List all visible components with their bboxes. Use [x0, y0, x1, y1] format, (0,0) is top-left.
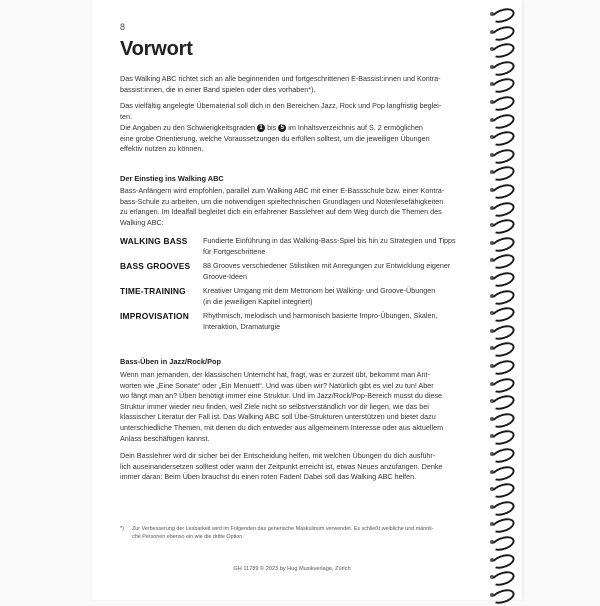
binding-coil [488, 290, 514, 302]
topic-label-bass-grooves: BASS GROOVES [120, 261, 191, 271]
copyright-text: GH 11789 © 2023 by Hug Musikverlage, Zürich [233, 566, 351, 572]
text-line: Das vielfältig angelegte Übematerial soll dich in den Bereichen Jazz, Rock und Pop langfristig beglei- [120, 101, 442, 110]
binding-coil [488, 219, 514, 231]
text-line: Interaktion, Dramaturgie [203, 321, 281, 331]
coil-wire [490, 516, 517, 536]
topic-label-time-training: TIME-TRAINING [120, 286, 186, 296]
coil-wire [490, 23, 517, 43]
binding-coil [488, 466, 514, 478]
coil-wire [490, 463, 517, 483]
text-line: klassischer Literatur der Fall ist. Das Walking ABC soll Übe-Strukturen unterstützen und bietet dazu [120, 412, 436, 422]
coil-wire [490, 111, 517, 131]
coil-wire [490, 287, 517, 307]
text-line: unterschiedliche Themen, mit denen du dich entweder aus allgemeinem Interesse oder aus aktuellem [120, 422, 444, 432]
text-line [120, 123, 470, 134]
grade-5-icon: 5 [278, 124, 286, 132]
intro-paragraph-2 [120, 101, 470, 122]
binding-coil [488, 554, 514, 566]
coil-wire [490, 586, 517, 606]
binding-coil [488, 114, 514, 126]
coil-wire [490, 199, 517, 219]
grade-1-icon: 1 [257, 124, 265, 132]
binding-coil [488, 78, 514, 90]
coil-wire [490, 322, 517, 342]
topic-desc-walking-bass [203, 236, 473, 257]
text-line: 88 Grooves verschiedener Stilistiken mit Anregungen zur Entwicklung eigener [203, 261, 451, 270]
binding-coil [488, 43, 514, 55]
binding-coil [488, 237, 514, 249]
binding-coil [488, 378, 514, 390]
binding-coil [488, 413, 514, 425]
coil-wire [490, 234, 517, 254]
grade-text-bis: bis [267, 123, 277, 132]
coil-wire [490, 146, 517, 166]
coil-wire [490, 164, 517, 184]
binding-coil [488, 149, 514, 161]
binding-coil [488, 395, 514, 407]
binding-coil [488, 61, 514, 73]
text-line: Zur Verbesserung der Lesbarkeit wird im Folgenden das generische Maskulinum verwendet. Es schließt weibliche und männli- [132, 526, 434, 532]
coil-wire [490, 551, 517, 571]
coil-wire [490, 76, 517, 96]
text-line: Das Walking ABC richtet sich an alle beginnenden und fortgeschrittenen E-Bassist:innen und Kontra- [120, 74, 441, 83]
coil-wire [490, 182, 517, 202]
binding-coil [488, 8, 514, 20]
intro-paragraph-1 [120, 74, 470, 95]
text-line: Fundierte Einführung in das Walking-Bass-Spiel bis hin zu Strategien und Tipps [203, 236, 456, 245]
binding-coil [488, 448, 514, 460]
grade-text-start: Die Angaben zu den Schwierigkeitsgraden [120, 123, 256, 132]
binding-coil [488, 325, 514, 337]
text-line: (in die jeweiligen Kapitel integriert) [203, 296, 313, 306]
text-line: Struktur immer wieder neu finden, weil Ziele nicht so selbstverständlich vor dir liegen, wie das bei [120, 401, 429, 411]
coil-wire [490, 6, 517, 26]
binding-coil [488, 536, 514, 548]
text-line: Rhythmisch, melodisch und harmonisch basierte Impro-Übungen, Skalen, [203, 311, 438, 320]
binding-coil [488, 254, 514, 266]
binding-coil [488, 96, 514, 108]
footnote-text [132, 525, 460, 541]
coil-wire [490, 358, 517, 378]
text-line: bass-Schule zu arbeiten, um die notwendigen spieltechnischen Grundlagen und Notenlesefähigkeiten [120, 196, 444, 206]
binding-coil [488, 342, 514, 354]
binding-coil [488, 360, 514, 372]
coil-wire [490, 534, 517, 554]
topic-label-walking-bass: WALKING BASS [120, 236, 188, 246]
footnote-mark: *) [120, 526, 124, 532]
text-line: immer daran: Beim Üben brauchst du einen roten Faden! Dabei soll das Walking ABC helfen. [120, 472, 417, 482]
binding-coil [488, 131, 514, 143]
text-line: ten. [120, 111, 132, 121]
text-line: Groove-Ideen [203, 271, 247, 281]
coil-wire [490, 58, 517, 78]
coil-wire [490, 410, 517, 430]
text-line: worten wie „Eine Sonate“ oder „Ein Menuett“. Und was üben wir? Natürlich gibt es viel zu tun! Aber [120, 380, 434, 390]
binding-coil [488, 202, 514, 214]
coil-wire [490, 428, 517, 448]
binding-coil [488, 501, 514, 513]
section-heading-einstieg: Der Einstieg ins Walking ABC [120, 174, 224, 183]
binding-coil [488, 272, 514, 284]
topic-label-improvisation: IMPROVISATION [120, 311, 189, 321]
coil-wire [490, 393, 517, 413]
coil-wire [490, 569, 517, 589]
coil-wire [490, 305, 517, 325]
topic-desc-improvisation [203, 311, 473, 332]
binding-coil [488, 518, 514, 530]
binding-coil [488, 26, 514, 38]
grade-text-end: im Inhaltsverzeichnis auf S. 2 ermöglichen [288, 123, 423, 132]
coil-wire [490, 41, 517, 61]
text-line: Wenn man jemanden, der klassischen Unterricht hat, fragt, was er zurzeit übt, bekommt man Ant- [120, 370, 430, 379]
coil-wire [490, 446, 517, 466]
text-line: effektiv nutzen zu können. [120, 144, 204, 154]
binding-coil [488, 307, 514, 319]
text-line: Kreativer Umgang mit dem Metronom bei Walking- und Groove-Übungen [203, 286, 436, 295]
coil-wire [490, 252, 517, 272]
spiral-binding [488, 0, 518, 600]
binding-coil [488, 184, 514, 196]
footnote [120, 525, 460, 541]
page-number: 8 [120, 22, 126, 32]
topic-desc-time-training [203, 286, 473, 307]
text-line: Bass-Anfängern wird empfohlen, parallel zum Walking ABC mit einer E-Bassschule bzw. einer Kontra- [120, 186, 445, 195]
coil-wire [490, 375, 517, 395]
binding-coil [488, 483, 514, 495]
section-heading-ueben: Bass-Üben in Jazz/Rock/Pop [120, 357, 222, 366]
ueben-paragraph-1 [120, 370, 470, 444]
einstieg-paragraph [120, 186, 470, 228]
text-line: für Fortgeschrittene [203, 246, 266, 256]
page-title: Vorwort [120, 38, 193, 60]
coil-wire [490, 481, 517, 501]
text-line: Dein Basslehrer wird dir sicher bei der Entscheidung helfen, mit welchen Übungen du dich ausführ- [120, 451, 436, 460]
text-line: che Personen ebenso ein wie die dritte Option. [132, 534, 244, 540]
text-line: eine grobe Orientierung, welche Voraussetzungen du erfüllen solltest, um die jeweiligen Übungen [120, 133, 430, 143]
ueben-paragraph-2 [120, 451, 470, 483]
text-line: zu erlangen. Im Idealfall begleitet dich ein erfahrener Basslehrer auf dem Weg durch die Themen des [120, 207, 442, 217]
coil-wire [490, 94, 517, 114]
text-line: lich auseinandersetzen solltest oder wann der Zeitpunkt erreicht ist, etwas Neues anzufangen. Denke [120, 461, 443, 471]
binding-coil [488, 571, 514, 583]
coil-wire [490, 498, 517, 518]
coil-wire [490, 217, 517, 237]
text-line: bassist:innen, die in einer Band spielen oder dies vorhaben*). [120, 84, 316, 94]
intro-paragraph-3 [120, 123, 470, 155]
text-line: wo fängt man an? Üben benötigt immer eine Struktur. Und im Jazz/Rock/Pop-Bereich musst du diese [120, 391, 442, 401]
binding-coil [488, 589, 514, 601]
coil-wire [490, 129, 517, 149]
text-line: Walking ABC: [120, 217, 164, 227]
text-line: Anlass beschäftigen kannst. [120, 433, 210, 443]
coil-wire [490, 340, 517, 360]
coil-wire [490, 270, 517, 290]
topic-desc-bass-grooves [203, 261, 473, 282]
binding-coil [488, 166, 514, 178]
binding-coil [488, 430, 514, 442]
